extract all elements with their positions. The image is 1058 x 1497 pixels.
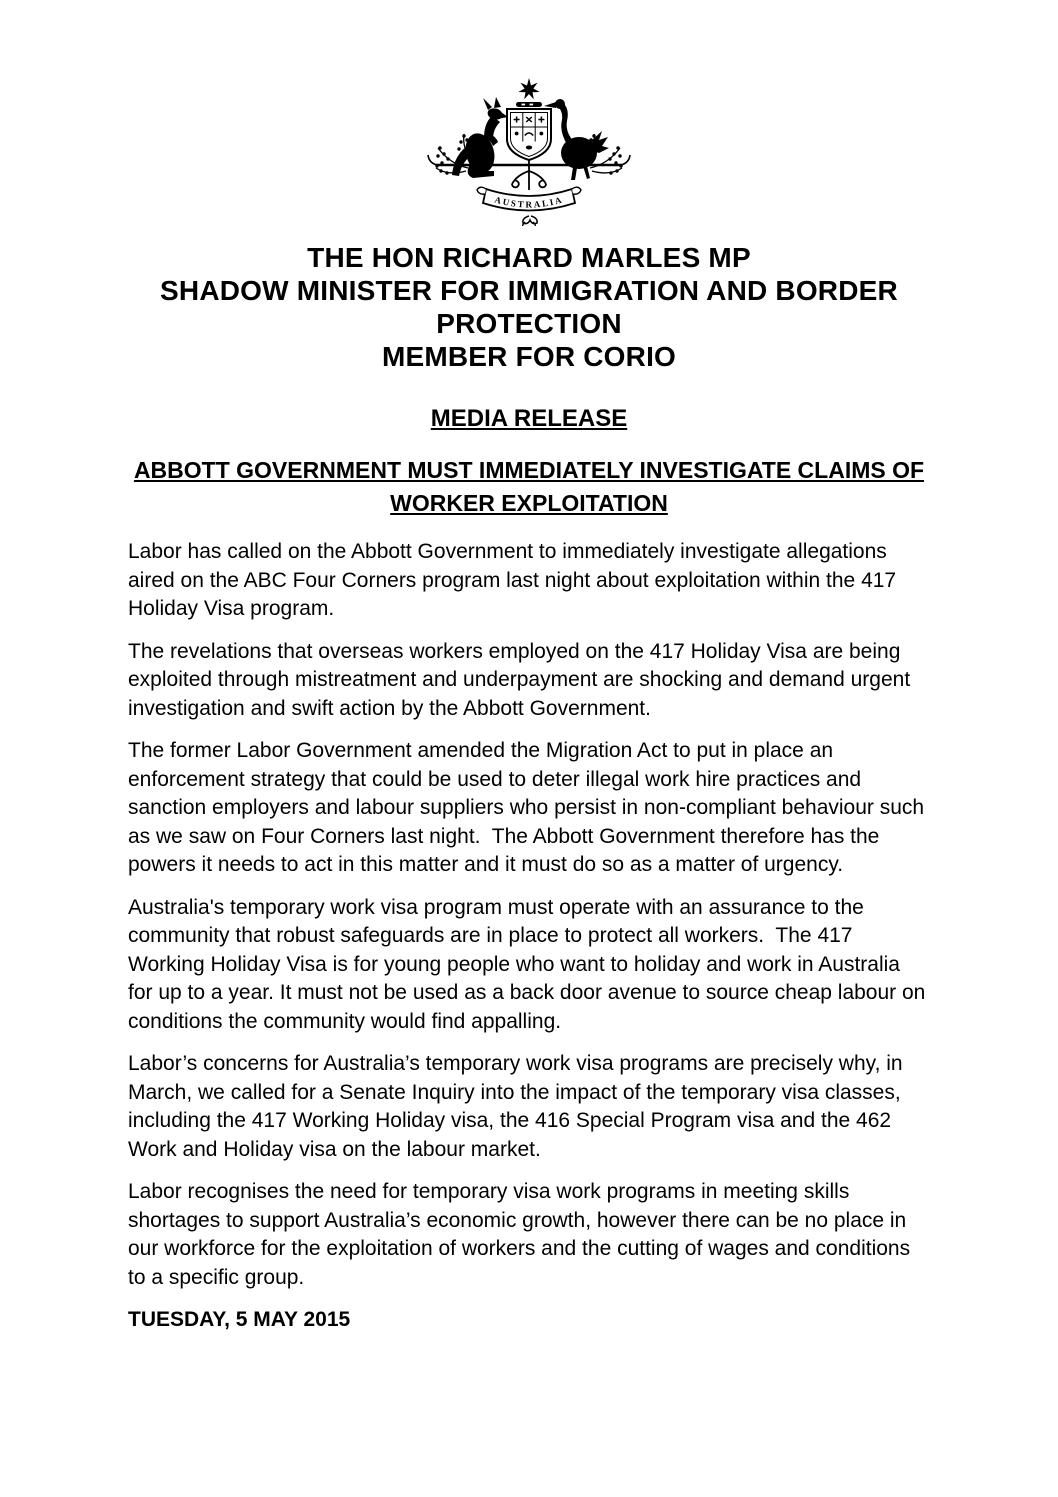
shield-icon	[507, 109, 551, 160]
paragraph-2: The revelations that overseas workers employed on the 417 Holiday Visa are being exploited through mistreatment and underpayment are shocking and demand urgent investigation and swift action by the Abbott Government.	[128, 639, 917, 720]
paragraph-1: Labor has called on the Abbott Government to immediately investigate allegations aired on the ABC Four Corners program last night about exploitation within the 417 Holiday Visa program.	[128, 540, 902, 620]
paragraph-3: The former Labor Government amended the Migration Act to put in place an enforcement strategy that could be used to deter illegal work hire practices and sanction employers and labour suppliers who persist in non-compliant behaviour such as we saw on Four Corners last night. The Abbott Government therefore has the powers it needs to act in this matter and it must do so as a matter of urgency.	[128, 739, 930, 876]
member-electorate: MEMBER FOR CORIO	[381, 341, 677, 372]
emu-icon	[544, 99, 609, 180]
headline: ABBOTT GOVERNMENT MUST IMMEDIATELY INVESTIGATE CLAIMS OF WORKER EXPLOITATION	[133, 457, 925, 516]
wreath-icon	[516, 102, 542, 107]
media-release-label: MEDIA RELEASE	[430, 405, 628, 432]
coat-of-arms-icon	[424, 76, 634, 226]
ribbon-bow-icon	[523, 216, 537, 226]
paragraph-5: Labor’s concerns for Australia’s temporary work visa programs are precisely why, in March, we called for a Senate Inquiry into the impact of the temporary visa classes, including the 417 Working Holiday visa, the 416 Special Program visa and the 462 Work and Holiday visa on the labour market.	[128, 1052, 909, 1161]
date-line: TUESDAY, 5 MAY 2015	[128, 1308, 351, 1331]
australian-coat-of-arms	[424, 76, 634, 226]
body-text	[128, 538, 932, 1335]
banner-label: AUSTRALIA	[493, 194, 565, 210]
member-title: SHADOW MINISTER FOR IMMIGRATION AND BORDER PROTECTION	[160, 275, 898, 339]
paragraph-6: Labor recognises the need for temporary visa work programs in meeting skills shortages to support Australia’s economic growth, however there can be no place in our workforce for the exploitation of workers and the cutting of wages and conditions to a specific group.	[128, 1180, 916, 1289]
member-name: THE HON RICHARD MARLES MP	[307, 242, 751, 273]
australia-banner	[477, 187, 581, 226]
commonwealth-star-icon	[518, 78, 539, 99]
letterhead	[114, 241, 944, 373]
paragraph-4: Australia's temporary work visa program must operate with an assurance to the community that robust safeguards are in place to protect all workers. The 417 Working Holiday Visa is for young people who want to holiday and work in Australia for up to a year. It must not be used as a back door avenue to source cheap labour on conditions the community would find appalling.	[128, 895, 932, 1033]
